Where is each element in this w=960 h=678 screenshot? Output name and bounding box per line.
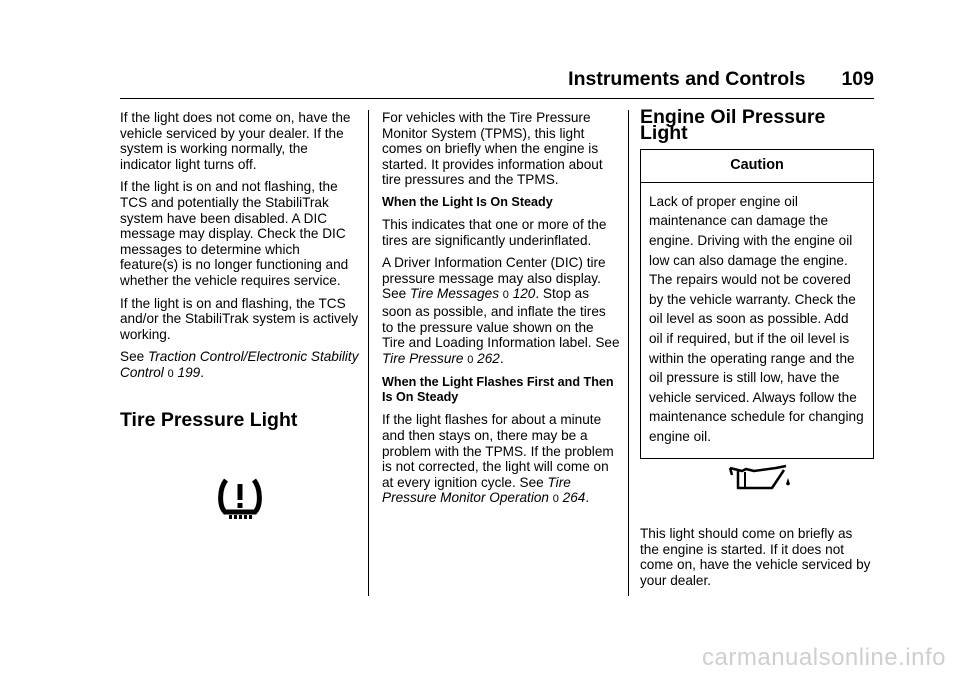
page-ref-number[interactable]: 199	[177, 364, 201, 380]
caution-text: Lack of proper engine oil maintenance can damage the engine. Driving with the engine oil low can also damage the engine. The repairs would not be covered by the vehicle warranty. Check the oil level as soon as possible. Add oil if required, but if the oil level is within the operating range and the oil pressure is still low, have the vehicle serviced. Always follow the maintenance schedule for changing engine oil.	[649, 193, 864, 444]
paragraph-dic-message: A Driver Information Center (DIC) tire pressure message may also display. See Tire Messages 0 120. Stop as soon as possible, and inflate the tires to the pressure value shown on the Tire and Loading Information label. See Tire Pressure 0 262.	[382, 255, 620, 366]
page-number: 109	[841, 68, 874, 90]
tire-pressure-heading: Tire Pressure Light	[120, 409, 298, 431]
paragraph: For vehicles with the Tire Pressure Monitor System (TPMS), this light comes on briefly when the engine is started. It provides information about tire pressures and the TPMS.	[382, 110, 603, 188]
subheading-steady: When the Light Is On Steady	[382, 194, 553, 209]
page-ref-arrow-icon: 0	[502, 289, 509, 302]
cross-reference-link[interactable]: Traction Control/Electronic Stability Control	[120, 349, 359, 380]
engine-oil-heading: Engine Oil Pressure Light	[640, 106, 826, 144]
paragraph: This indicates that one or more of the tires are significantly underinflated.	[382, 216, 607, 248]
page-header	[120, 68, 874, 91]
header-divider	[120, 98, 874, 99]
cross-reference-link[interactable]: Tire Messages	[409, 286, 499, 302]
page-ref-number[interactable]: 262	[477, 350, 500, 366]
column-divider-2	[628, 110, 629, 596]
page-ref-arrow-icon: 0	[552, 493, 559, 506]
paragraph-flashing: If the light flashes for about a minute and then stays on, there may be a problem with the TPMS. If the problem is not corrected, the light will come on at every ignition cycle. See Tire Pressure Monitor Operation 0 264.	[382, 412, 614, 506]
column-3	[640, 106, 874, 596]
watermark: carmanualsonline.info	[702, 644, 946, 671]
subheading-flashes: When the Light Flashes First and Then Is On Steady	[382, 375, 614, 405]
caution-title: Caution	[641, 150, 873, 183]
oil-can-icon	[728, 462, 792, 494]
page-ref-arrow-icon: 0	[467, 353, 474, 366]
page-ref-number[interactable]: 120	[512, 286, 536, 302]
paragraph: If the light is on and not flashing, the TCS and potentially the StabiliTrak system have been disabled. A DIC message may display. Check the DIC messages to determine which feature(s) is no longer functioning and whether the vehicle requires service.	[120, 179, 349, 288]
paragraph: If the light is on and flashing, the TCS and/or the StabiliTrak system is actively working.	[120, 295, 359, 342]
section-title: Instruments and Controls	[568, 68, 806, 90]
page-ref-arrow-icon: 0	[167, 367, 174, 380]
tpms-warning-icon	[217, 476, 263, 522]
paragraph-see-traction: See Traction Control/Electronic Stability Control 0 199.	[120, 349, 359, 380]
caution-box	[640, 149, 874, 458]
column-2	[382, 110, 620, 515]
page-ref-number[interactable]: 264	[562, 490, 586, 506]
paragraph: This light should come on briefly as the engine is started. If it does not come on, have the vehicle serviced by your dealer.	[640, 526, 871, 588]
column-1	[120, 110, 360, 596]
cross-reference-link[interactable]: Tire Pressure	[382, 350, 464, 366]
column-divider-1	[368, 110, 369, 596]
cross-reference-link[interactable]: Tire Pressure Monitor Operation	[382, 474, 571, 506]
paragraph: If the light does not come on, have the vehicle serviced by your dealer. If the system is working normally, the indicator light turns off.	[120, 110, 351, 172]
